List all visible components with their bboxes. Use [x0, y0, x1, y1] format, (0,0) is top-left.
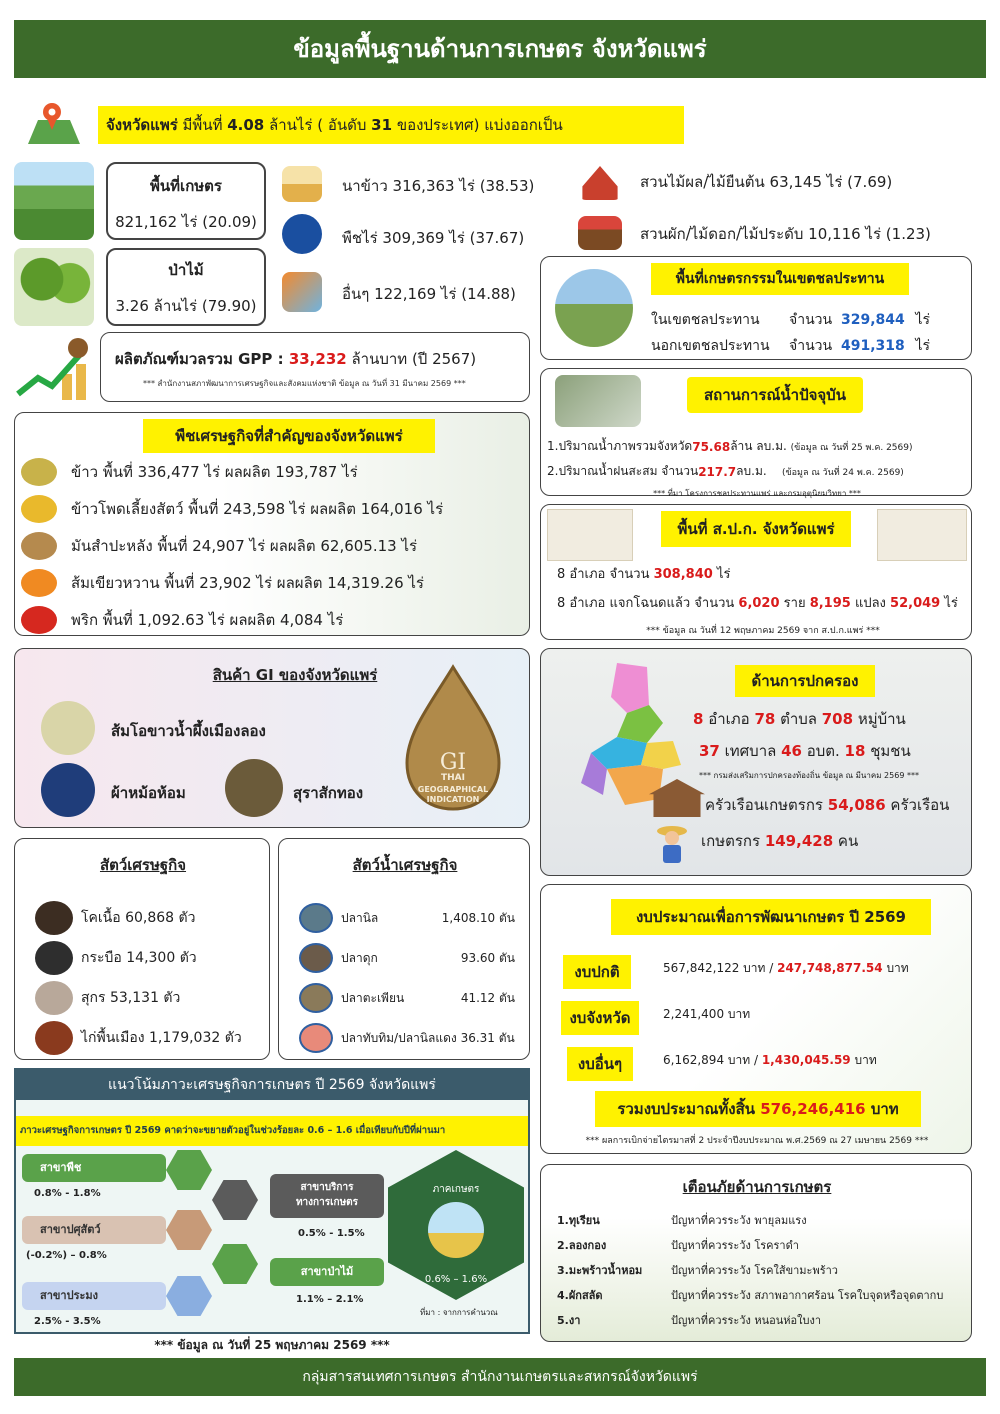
admin-municipalities-unit: เทศบาล [719, 742, 782, 760]
gpp-source: *** สำนักงานสภาพัฒนาการเศรษฐกิจและสังคมแห่งชาติ ข้อมูล ณ วันที่ 31 มีนาคม 2569 *** [143, 379, 466, 388]
warning-row [557, 1307, 969, 1332]
buffalo-icon [35, 941, 73, 975]
agri-sector-value: 0.6% – 1.6% [424, 1274, 488, 1285]
admin-villages-unit: หมู่บ้าน [853, 710, 906, 728]
admin-subdistricts: 78 [754, 710, 776, 728]
agri-sector-label: ภาคเกษตร [432, 1184, 480, 1195]
page-title: ข้อมูลพื้นฐานด้านการเกษตร จังหวัดแพร่ [14, 20, 986, 78]
alro-plots: 8,195 [809, 596, 851, 611]
tractor-icon [428, 1202, 484, 1258]
livestock-list [35, 897, 271, 1057]
land-orchard: สวนไม้ผล/ไม้ยืนต้น 63,145 ไร่ (7.69) [640, 173, 893, 191]
admin-farmers [701, 829, 858, 853]
alro-area: 52,049 [890, 596, 941, 611]
crops-list [21, 453, 521, 638]
river-aerial-photo [555, 269, 633, 347]
land-vegetable: สวนผัก/ไม้ดอก/ไม้ประดับ 10,116 ไร่ (1.23) [640, 225, 931, 243]
crop-row [21, 565, 521, 601]
budget-province-label: งบจังหวัด [561, 1001, 639, 1035]
sector-fishery-value: 2.5% - 3.5% [34, 1316, 101, 1327]
budget-total [595, 1091, 921, 1127]
crops-box [14, 412, 530, 636]
households-unit: ครัวเรือน [885, 796, 950, 814]
gi-product-liquor: สุราสักทอง [293, 784, 364, 802]
alro-title: พื้นที่ ส.ป.ก. จังหวัดแพร่ [661, 511, 851, 547]
water-box [540, 368, 972, 496]
gi-logo-indication: INDICATION [426, 795, 480, 804]
alro-source: *** ข้อมูล ณ วันที่ 12 พฤษภาคม 2569 จาก ส.ป.ก.แพร่ *** [646, 626, 880, 636]
budget-other-unit: บาท [850, 1053, 877, 1067]
crop-text: มันสำปะหลัง พื้นที่ 24,907 ไร่ ผลผลิต 62,605.13 ไร่ [71, 537, 418, 555]
budget-regular-spent: 247,748,877.54 [777, 961, 883, 975]
liquor-bottle-icon [225, 759, 283, 817]
livestock-text: ไก่พื้นเมือง 1,179,032 ตัว [81, 1030, 242, 1046]
pomelo-icon [41, 701, 95, 755]
alro-line1-unit: ไร่ [712, 567, 731, 582]
admin-line2 [699, 739, 911, 763]
admin-communities-unit: ชุมชน [865, 742, 911, 760]
water-line1-value: 75.68 [692, 439, 731, 454]
crops-title: พืชเศรษฐกิจที่สำคัญของจังหวัดแพร่ [143, 419, 435, 453]
intro-banner: จังหวัดแพร่ มีพื้นที่ 4.08 ล้านไร่ ( อันดับ 31 ของประเทศ) แบ่งออกเป็น [98, 106, 684, 144]
warning-crop: 4.ผักสลัด [557, 1288, 603, 1302]
livestock-text: กระบือ 14,300 ตัว [81, 950, 197, 966]
livestock-box [14, 838, 270, 1060]
water-line2-date: (ข้อมูล ณ วันที่ 24 พ.ค. 2569) [781, 467, 904, 478]
beef-cattle-icon [35, 901, 73, 935]
fish-value: 93.60 ตัน [460, 950, 515, 965]
households-label: ครัวเรือนเกษตรกร [705, 796, 828, 814]
crop-text: ข้าวโพดเลี้ยงสัตว์ พื้นที่ 243,598 ไร่ ผลผลิต 164,016 ไร่ [71, 500, 444, 518]
sector-service-l1: สาขาบริการ [300, 1182, 354, 1193]
sector-forestry: สาขาป่าไม้ [270, 1258, 384, 1286]
crop-row [21, 602, 521, 638]
irrigation-out-count: จำนวน [789, 338, 833, 354]
water-line1-unit: ล้าน ลบ.ม. [730, 439, 787, 453]
admin-municipalities: 37 [699, 742, 720, 760]
irrigation-in-label: ในเขตชลประทาน [651, 312, 760, 328]
fish-box [278, 838, 530, 1060]
money-growth-icon [14, 334, 96, 404]
sector-service-value: 0.5% - 1.5% [298, 1228, 365, 1239]
fish-name: ปลานิล [341, 910, 379, 925]
warning-row [557, 1207, 969, 1232]
fish-row [299, 979, 531, 1017]
water-line2-unit: ลบ.ม. [736, 464, 767, 478]
gpp-unit: ล้านบาท (ปี 2567) [346, 350, 477, 368]
fishery-hex-icon [166, 1276, 212, 1316]
red-tilapia-icon [299, 1023, 333, 1053]
livestock-row [35, 899, 271, 937]
irrigation-in-count: จำนวน [789, 312, 833, 328]
land-rice: นาข้าว 316,363 ไร่ (38.53) [342, 177, 535, 195]
admin-sao: 46 [781, 742, 802, 760]
fish-list [299, 897, 531, 1057]
water-line2-label: 2.ปริมาณน้ำฝนสะสม จำนวน [547, 464, 699, 478]
warning-list [557, 1207, 969, 1332]
tilapia-icon [299, 903, 333, 933]
admin-source: *** กรมส่งเสริมการปกครองท้องถิ่น ข้อมูล ณ มีนาคม 2569 *** [699, 771, 919, 780]
fish-title: สัตว์น้ำเศรษฐกิจ [352, 856, 458, 874]
budget-title: งบประมาณเพื่อการพัฒนาเกษตร ปี 2569 [611, 899, 931, 935]
livestock-text: โคเนื้อ 60,868 ตัว [81, 910, 196, 926]
irrigation-out-value: 491,318 [840, 338, 905, 354]
warning-row [557, 1232, 969, 1257]
forestry-hex-icon [212, 1244, 258, 1284]
gi-logo-geographical: GEOGRAPHICAL [417, 785, 489, 794]
warning-row [557, 1282, 969, 1307]
warning-crop: 2.ลองกอง [557, 1238, 607, 1252]
map-pin-icon [24, 100, 84, 148]
water-line1-date: (ข้อมูล ณ วันที่ 25 พ.ค. 2569) [790, 442, 913, 453]
rice-field-icon [282, 166, 322, 202]
crop-row [21, 454, 521, 490]
farmers-label: เกษตรกร [701, 832, 765, 850]
cassava-icon [21, 532, 57, 560]
admin-communities: 18 [844, 742, 866, 760]
admin-sao-unit: อบต. [801, 742, 845, 760]
warning-box [540, 1164, 972, 1342]
fish-value: 41.12 ตัน [460, 990, 515, 1005]
warning-risk: ปัญหาที่ควรระวัง โรคใส้ขามะพร้าว [671, 1263, 838, 1277]
agri-land-value: 821,162 ไร่ (20.09) [115, 213, 257, 231]
alro-line1-value: 308,840 [653, 567, 713, 582]
water-line1-label: 1.ปริมาณน้ำภาพรวมจังหวัด [547, 439, 693, 453]
trend-banner: ภาวะเศรษฐกิจการเกษตร ปี 2569 คาดว่าจะขยายตัวอยู่ในช่วงร้อยละ 0.6 – 1.6 เมื่อเทียบกับปีที่ผ่านมา [16, 1116, 528, 1146]
warning-crop: 1.ทุเรียน [557, 1213, 600, 1227]
gi-box [14, 648, 530, 828]
sector-livestock-value: (-0.2%) – 0.8% [26, 1250, 107, 1261]
crop-text: ข้าว พื้นที่ 336,477 ไร่ ผลผลิต 193,787 ไร่ [71, 463, 358, 481]
budget-other-spent: 1,430,045.59 [761, 1053, 851, 1067]
fish-row [299, 899, 531, 937]
irrigation-in-value: 329,844 [840, 312, 905, 328]
households-value: 54,086 [827, 796, 886, 814]
budget-regular-unit: บาท [882, 961, 909, 975]
land-other: อื่นๆ 122,169 ไร่ (14.88) [342, 285, 516, 303]
agri-land-label: พื้นที่เกษตร [150, 177, 222, 195]
alro-plots-unit: แปลง [850, 596, 891, 611]
warning-risk: ปัญหาที่ควรระวัง หนอนห่อใบงา [671, 1313, 821, 1327]
admin-box [540, 648, 972, 876]
sector-crops: สาขาพืช [22, 1154, 166, 1182]
forest-box [106, 248, 266, 326]
alro-persons-unit: ราย [779, 596, 810, 611]
irrigation-unit: ไร่ [915, 312, 930, 328]
footer: กลุ่มสารสนเทศการเกษตร สำนักงานเกษตรและสหกรณ์จังหวัดแพร่ [14, 1358, 986, 1396]
forest-label: ป่าไม้ [168, 261, 204, 279]
warning-risk: ปัญหาที่ควรระวัง โรคราดำ [671, 1238, 799, 1252]
admin-villages: 708 [821, 710, 854, 728]
livestock-hex-icon [166, 1210, 212, 1250]
gpp-box [100, 332, 530, 402]
forest-photo [14, 248, 94, 326]
gi-product-mohhom: ผ้าหม้อห้อม [111, 784, 186, 802]
admin-subdistricts-unit: ตำบล [775, 710, 822, 728]
water-source: *** ที่มา โครงการชลประทานแพร่ และกรมอุตุนิยมวิทยา *** [653, 489, 861, 498]
gi-product-pomelo: ส้มโอขาวน้ำผึ้งเมืองลอง [111, 722, 266, 740]
warning-crop: 3.มะพร้าวน้ำหอม [557, 1263, 643, 1277]
crop-row [21, 528, 521, 564]
admin-line1 [693, 707, 906, 731]
gpp-label: ผลิตภัณฑ์มวลรวม GPP : [115, 350, 289, 368]
land-title-deed-right [877, 509, 967, 561]
alro-area-unit: ไร่ [940, 596, 958, 611]
warning-row [557, 1257, 969, 1282]
trend-source: ที่มา : จากการคำนวณ [420, 1308, 498, 1317]
alro-persons: 6,020 [738, 596, 780, 611]
budget-province-value: 2,241,400 บาท [663, 1007, 751, 1021]
sector-fishery: สาขาประมง [22, 1282, 166, 1310]
fish-name: ปลาตะเพียน [341, 990, 405, 1005]
other-land-icon [282, 272, 322, 312]
sector-livestock: สาขาปศุสัตว์ [22, 1216, 166, 1244]
rice-icon [21, 458, 57, 486]
irrigation-title: พื้นที่เกษตรกรรมในเขตชลประทาน [651, 263, 909, 295]
budget-total-label: รวมงบประมาณทั้งสิ้น [617, 1100, 761, 1118]
reservoir-photo [555, 375, 641, 427]
warning-crop: 5.งา [557, 1313, 581, 1327]
trend-date: *** ข้อมูล ณ วันที่ 25 พฤษภาคม 2569 *** [154, 1338, 390, 1352]
sector-service [270, 1174, 384, 1218]
budget-total-unit: บาท [865, 1100, 899, 1118]
livestock-text: สุกร 53,131 ตัว [81, 990, 181, 1006]
pig-icon [35, 981, 73, 1015]
land-field-crop: พืชไร่ 309,369 ไร่ (37.67) [342, 229, 525, 247]
livestock-row [35, 939, 271, 977]
budget-box [540, 884, 972, 1154]
gi-logo-thai: THAI [441, 773, 465, 783]
livestock-row [35, 1019, 271, 1057]
sector-crops-value: 0.8% - 1.8% [34, 1188, 101, 1199]
water-title: สถานการณ์น้ำปัจจุบัน [687, 377, 863, 413]
fish-row [299, 1019, 531, 1057]
fish-name: ปลาทับทิม/ปลานิลแดง 36.31 ตัน [341, 1030, 515, 1045]
alro-line1-label: 8 อำเภอ จำนวน [557, 567, 654, 582]
forest-value: 3.26 ล้านไร่ (79.90) [115, 297, 257, 315]
admin-districts-unit: อำเภอ [703, 710, 755, 728]
farmers-value: 149,428 [764, 832, 834, 850]
field-crop-icon [282, 214, 322, 254]
budget-other-value: 6,162,894 บาท / [663, 1053, 762, 1067]
irrigation-box [540, 256, 972, 360]
admin-districts: 8 [693, 710, 704, 728]
farmers-unit: คน [833, 832, 859, 850]
livestock-row [35, 979, 271, 1017]
fish-value: 1,408.10 ตัน [441, 910, 515, 925]
service-hex-icon [212, 1180, 258, 1220]
agri-land-box [106, 162, 266, 240]
corn-icon [21, 495, 57, 523]
budget-regular-label: งบปกติ [563, 955, 631, 989]
chicken-icon [35, 1021, 73, 1055]
warning-title: เตือนภัยด้านการเกษตร [682, 1178, 832, 1196]
crops-hex-icon [166, 1150, 212, 1190]
budget-note: *** ผลการเบิกจ่ายไตรมาสที่ 2 ประจำปีงบประมาณ พ.ศ.2569 ณ 27 เมษายน 2569 *** [585, 1136, 929, 1146]
fish-name: ปลาดุก [341, 950, 378, 965]
land-title-deed-left [547, 509, 633, 561]
warning-risk: ปัญหาที่ควรระวัง สภาพอากาศร้อน โรคใบจุดหรือจุดตากบ [671, 1288, 944, 1302]
gpp-value: 33,232 [288, 350, 347, 368]
admin-title: ด้านการปกครอง [735, 665, 875, 697]
crop-row [21, 491, 521, 527]
water-line2-value: 217.7 [698, 464, 737, 479]
gi-title: สินค้า GI ของจังหวัดแพร่ [212, 666, 378, 684]
catfish-icon [299, 943, 333, 973]
trend-box [14, 1068, 530, 1334]
vegetable-garden-icon [578, 216, 622, 250]
livestock-title: สัตว์เศรษฐกิจ [99, 856, 187, 874]
budget-regular-value: 567,842,122 บาท / [663, 961, 778, 975]
svg-text:GI: GI [439, 750, 467, 775]
alro-line2-label: 8 อำเภอ แจกโฉนดแล้ว จำนวน [557, 596, 739, 611]
irrigation-unit-2: ไร่ [915, 338, 930, 354]
chili-icon [21, 606, 57, 634]
barb-fish-icon [299, 983, 333, 1013]
budget-other-label: งบอื่นๆ [567, 1047, 633, 1081]
trend-title: แนวโน้มภาวะเศรษฐกิจการเกษตร ปี 2569 จังหวัดแพร่ [16, 1070, 528, 1100]
admin-households [705, 793, 949, 817]
tangerine-icon [21, 569, 57, 597]
orchard-icon [578, 166, 622, 200]
irrigation-out-label: นอกเขตชลประทาน [651, 338, 770, 354]
alro-box [540, 504, 972, 640]
sector-service-l2: ทางการเกษตร [295, 1197, 359, 1208]
budget-total-value: 576,246,416 [760, 1100, 866, 1118]
agri-land-photo [14, 162, 94, 240]
warning-risk: ปัญหาที่ควรระวัง พายุลมแรง [671, 1213, 807, 1227]
crop-text: พริก พื้นที่ 1,092.63 ไร่ ผลผลิต 4,084 ไร่ [71, 611, 344, 629]
sector-forestry-value: 1.1% – 2.1% [296, 1294, 364, 1305]
farmer-icon [655, 823, 689, 867]
fish-row [299, 939, 531, 977]
crop-text: ส้มเขียวหวาน พื้นที่ 23,902 ไร่ ผลผลิต 14,319.26 ไร่ [71, 574, 424, 592]
moh-hom-cloth-icon [41, 763, 95, 817]
